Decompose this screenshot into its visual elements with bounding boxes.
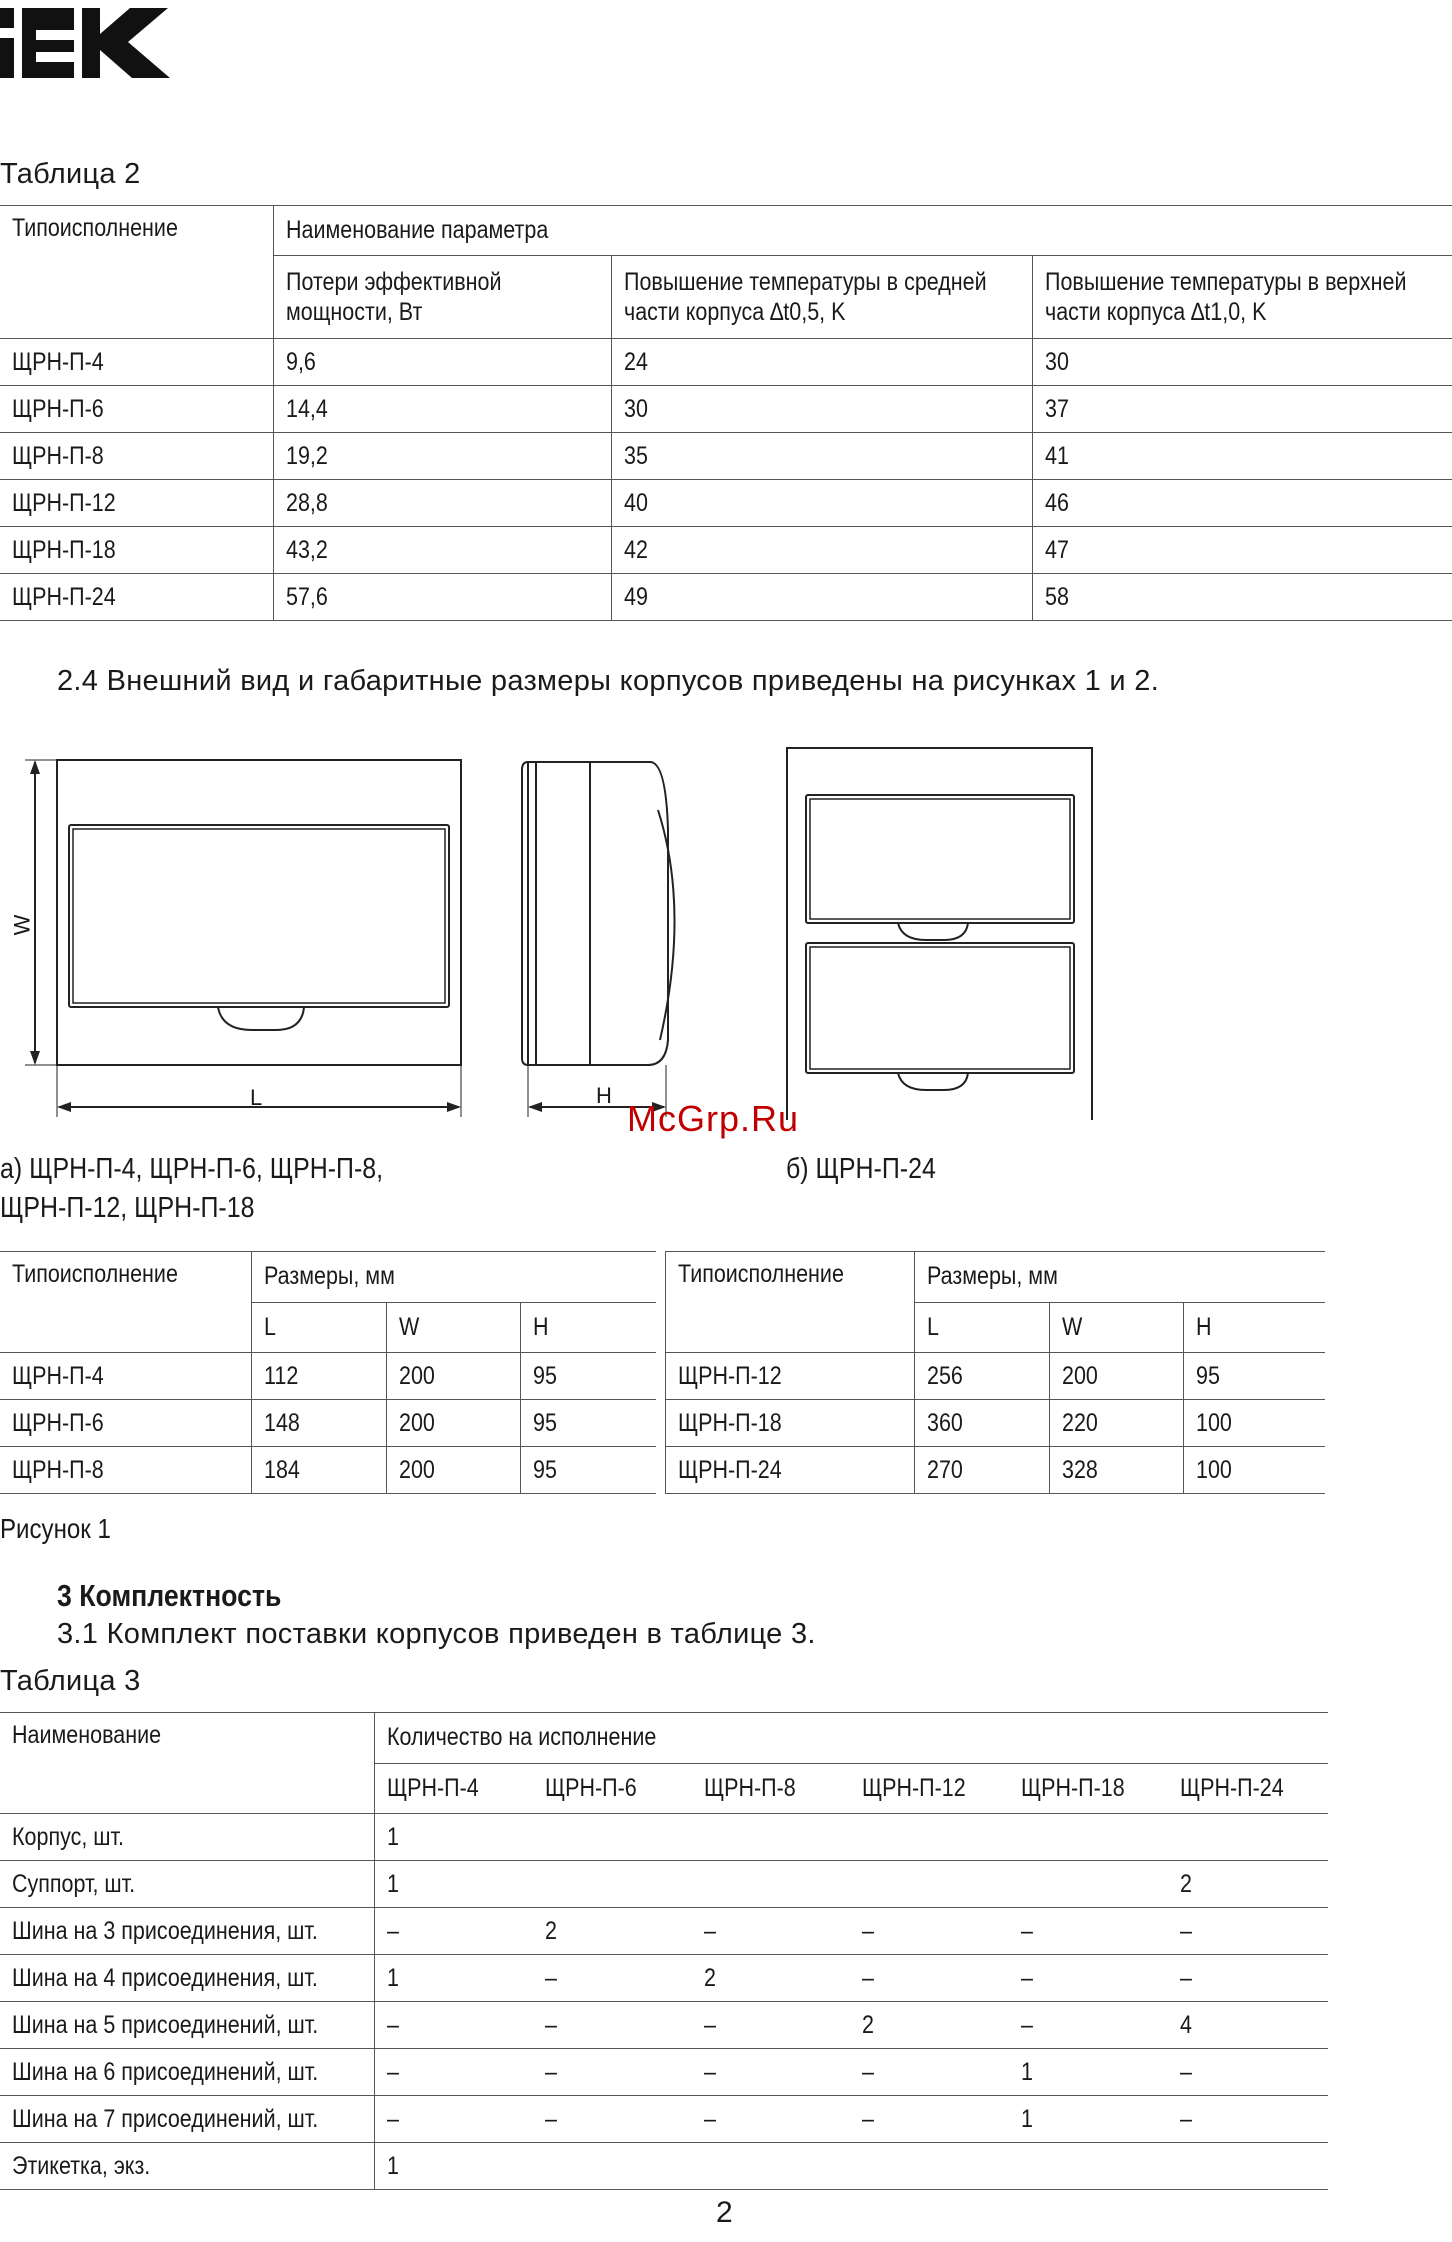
dim-label-w: W	[9, 914, 35, 936]
table2-caption: Таблица 2	[0, 158, 141, 190]
table-cell: –	[545, 2104, 557, 2133]
page-number: 2	[716, 2196, 733, 2229]
front-view-outline	[57, 760, 461, 1065]
table-cell: 200	[398, 1408, 435, 1437]
table-cell: 200	[398, 1361, 435, 1390]
table-cell: 95	[1196, 1361, 1220, 1390]
table-cell: ЩРН-П-24	[12, 582, 116, 611]
paragraph-3-1: 3.1 Комплект поставки корпусов приведен в таблице 3.	[57, 1618, 816, 1650]
table-cell: 100	[1196, 1455, 1232, 1484]
table-cell: –	[386, 2057, 399, 2086]
table-cell: Шина на 3 присоединения, шт.	[12, 1916, 318, 1945]
table2-head-type: Типоисполнение	[12, 214, 178, 242]
table-cell: –	[1021, 1916, 1033, 1945]
figure-1-caption: Рисунок 1	[0, 1513, 111, 1544]
table-row	[0, 386, 1452, 433]
table-cell: –	[545, 2010, 557, 2039]
table-cell: ЩРН-П-24	[678, 1455, 782, 1484]
table-cell: 24	[623, 347, 648, 376]
table-cell: 200	[398, 1455, 435, 1484]
side-view-outline	[528, 762, 668, 1065]
table-cell: –	[862, 1963, 874, 1992]
table-cell: 1	[1021, 2057, 1033, 2086]
table3-model: ЩРН-П-8	[704, 1773, 796, 1802]
dims-sub-l: L	[263, 1312, 276, 1341]
table-cell: 1	[386, 2151, 399, 2180]
table-cell: 9,6	[285, 347, 316, 376]
table-row	[0, 574, 1452, 621]
table3-model: ЩРН-П-24	[1180, 1773, 1284, 1802]
table-row	[0, 1447, 656, 1494]
dims-table-right	[665, 1251, 1325, 1494]
table-row	[0, 2049, 1328, 2096]
table-cell: 47	[1044, 535, 1069, 564]
table-cell: –	[1180, 2104, 1192, 2133]
table-cell: –	[1180, 1916, 1192, 1945]
dims-head-size: Размеры, мм	[927, 1262, 1058, 1291]
table-cell: 256	[927, 1361, 963, 1390]
figure-caption-b: б) ЩРН-П-24	[786, 1153, 936, 1185]
table3-head-qty: Количество на исполнение	[386, 1723, 656, 1752]
table-cell: ЩРН-П-12	[12, 488, 116, 517]
figure-caption-a: а) ЩРН-П-4, ЩРН-П-6, ЩРН-П-8,	[0, 1153, 384, 1185]
table-row	[666, 1353, 1325, 1400]
table-cell: 58	[1044, 582, 1069, 611]
enclosure-drawings	[0, 740, 1452, 1120]
dims-sub-h: H	[532, 1312, 549, 1341]
table3-model: ЩРН-П-18	[1021, 1773, 1125, 1802]
table-cell: –	[1180, 2057, 1192, 2086]
table-row	[0, 2143, 1328, 2190]
table-cell: 30	[623, 394, 648, 423]
paragraph-2-4: 2.4 Внешний вид и габаритные размеры корпусов приведены на рисунках 1 и 2.	[57, 665, 1160, 697]
table-cell: 28,8	[285, 488, 328, 517]
dims-table-left	[0, 1251, 656, 1494]
table-cell: 1	[386, 1822, 399, 1851]
table-cell: 57,6	[285, 582, 328, 611]
table-cell: Корпус, шт.	[12, 1822, 124, 1851]
table-cell: 1	[386, 1869, 399, 1898]
table-cell: ЩРН-П-18	[12, 535, 116, 564]
table-cell: –	[386, 2104, 399, 2133]
table-row	[0, 433, 1452, 480]
dims-sub-l: L	[927, 1312, 939, 1341]
dims-sub-w: W	[398, 1312, 419, 1341]
table-cell: –	[1021, 1963, 1033, 1992]
table-cell: 49	[623, 582, 648, 611]
table-row	[0, 2096, 1328, 2143]
table-cell: Шина на 5 присоединений, шт.	[12, 2010, 319, 2039]
dim-label-l: L	[250, 1085, 263, 1110]
table-row	[0, 1908, 1328, 1955]
table-cell: Шина на 7 присоединений, шт.	[12, 2104, 319, 2133]
table-cell: –	[862, 2104, 874, 2133]
table-cell: –	[1021, 2010, 1033, 2039]
table-cell: 95	[532, 1361, 557, 1390]
table3-model: ЩРН-П-12	[862, 1773, 966, 1802]
table-cell: 1	[1021, 2104, 1033, 2133]
table-cell: 42	[623, 535, 648, 564]
figure-caption-a2: ЩРН-П-12, ЩРН-П-18	[0, 1192, 255, 1224]
table-cell: ЩРН-П-12	[678, 1361, 782, 1390]
table-cell: –	[704, 2010, 716, 2039]
table-cell: –	[386, 2010, 399, 2039]
table-cell: 200	[1062, 1361, 1098, 1390]
table3-model: ЩРН-П-6	[545, 1773, 637, 1802]
table3	[0, 1712, 1328, 2190]
table-cell: –	[862, 1916, 874, 1945]
table-cell: 270	[927, 1455, 963, 1484]
table-row	[0, 1955, 1328, 2002]
table3-caption: Таблица 3	[0, 1665, 141, 1697]
table-cell: ЩРН-П-18	[678, 1408, 782, 1437]
table-row	[0, 1353, 656, 1400]
table-cell: 46	[1044, 488, 1069, 517]
dims-head-type: Типоисполнение	[12, 1260, 178, 1288]
table-cell: 37	[1044, 394, 1069, 423]
table-cell: –	[386, 1916, 399, 1945]
table2-head-param: Наименование параметра	[285, 215, 548, 244]
table-cell: 40	[623, 488, 648, 517]
table-cell: 148	[263, 1408, 300, 1437]
table-cell: 112	[263, 1361, 298, 1390]
table2	[0, 205, 1452, 621]
dims-sub-h: H	[1196, 1312, 1212, 1341]
table-cell: –	[704, 2057, 716, 2086]
table-cell: 184	[263, 1455, 300, 1484]
table-cell: –	[1180, 1963, 1192, 1992]
table-row	[0, 1814, 1328, 1861]
table-cell: Шина на 4 присоединения, шт.	[12, 1963, 318, 1992]
table-cell: –	[862, 2057, 874, 2086]
watermark: McGrp.Ru	[627, 1098, 800, 1139]
table-cell: ЩРН-П-6	[12, 394, 104, 423]
table-row	[0, 1861, 1328, 1908]
table-row	[666, 1447, 1325, 1494]
table2-subhead: Повышение температуры в верхней части корпуса ∆t1,0, K	[1044, 267, 1407, 326]
section-3-heading: 3 Комплектность	[57, 1578, 282, 1613]
table-cell: 220	[1062, 1408, 1098, 1437]
table-row	[0, 527, 1452, 574]
table-cell: ЩРН-П-4	[12, 347, 104, 376]
table-cell: 35	[623, 441, 648, 470]
dim-label-h: H	[596, 1083, 612, 1108]
table3-model: ЩРН-П-4	[386, 1773, 479, 1802]
table-cell: 19,2	[285, 441, 328, 470]
table-row	[0, 339, 1452, 386]
table-cell: 30	[1044, 347, 1069, 376]
table-row	[666, 1400, 1325, 1447]
table-cell: 14,4	[285, 394, 328, 423]
table-cell: 328	[1062, 1455, 1098, 1484]
table-cell: ЩРН-П-8	[12, 1455, 104, 1484]
front-view-b-outline	[787, 748, 1092, 1120]
table-cell: –	[704, 1916, 716, 1945]
table-cell: 100	[1196, 1408, 1232, 1437]
table-cell: 95	[532, 1408, 557, 1437]
dims-head-size: Размеры, мм	[263, 1262, 395, 1291]
table-cell: 95	[532, 1455, 557, 1484]
table-cell: 4	[1180, 2010, 1192, 2039]
table-cell: Этикетка, экз.	[12, 2151, 151, 2180]
dims-sub-w: W	[1062, 1312, 1083, 1341]
table3-head-name: Наименование	[12, 1721, 162, 1749]
table2-subhead: Потери эффективной мощности, Вт	[285, 267, 502, 326]
table-cell: 2	[862, 2010, 874, 2039]
table-row	[0, 1400, 656, 1447]
table-cell: 1	[386, 1963, 399, 1992]
table-cell: ЩРН-П-6	[12, 1408, 104, 1437]
table-cell: 360	[927, 1408, 963, 1437]
table-cell: ЩРН-П-4	[12, 1361, 104, 1390]
table-cell: ЩРН-П-8	[12, 441, 104, 470]
dims-head-type: Типоисполнение	[678, 1260, 844, 1288]
table-cell: –	[545, 1963, 557, 1992]
table2-subhead: Повышение температуры в средней части корпуса ∆t0,5, K	[623, 267, 987, 326]
table-cell: –	[545, 2057, 557, 2086]
iek-logo	[0, 0, 172, 80]
table-cell: Суппорт, шт.	[12, 1869, 136, 1898]
table-cell: Шина на 6 присоединений, шт.	[12, 2057, 319, 2086]
table-row	[0, 480, 1452, 527]
table-cell: 2	[1180, 1869, 1192, 1898]
table-cell: 2	[704, 1963, 716, 1992]
table-cell: 41	[1044, 441, 1069, 470]
table-cell: 2	[545, 1916, 557, 1945]
table-cell: –	[704, 2104, 716, 2133]
table-row	[0, 2002, 1328, 2049]
table-cell: 43,2	[285, 535, 328, 564]
